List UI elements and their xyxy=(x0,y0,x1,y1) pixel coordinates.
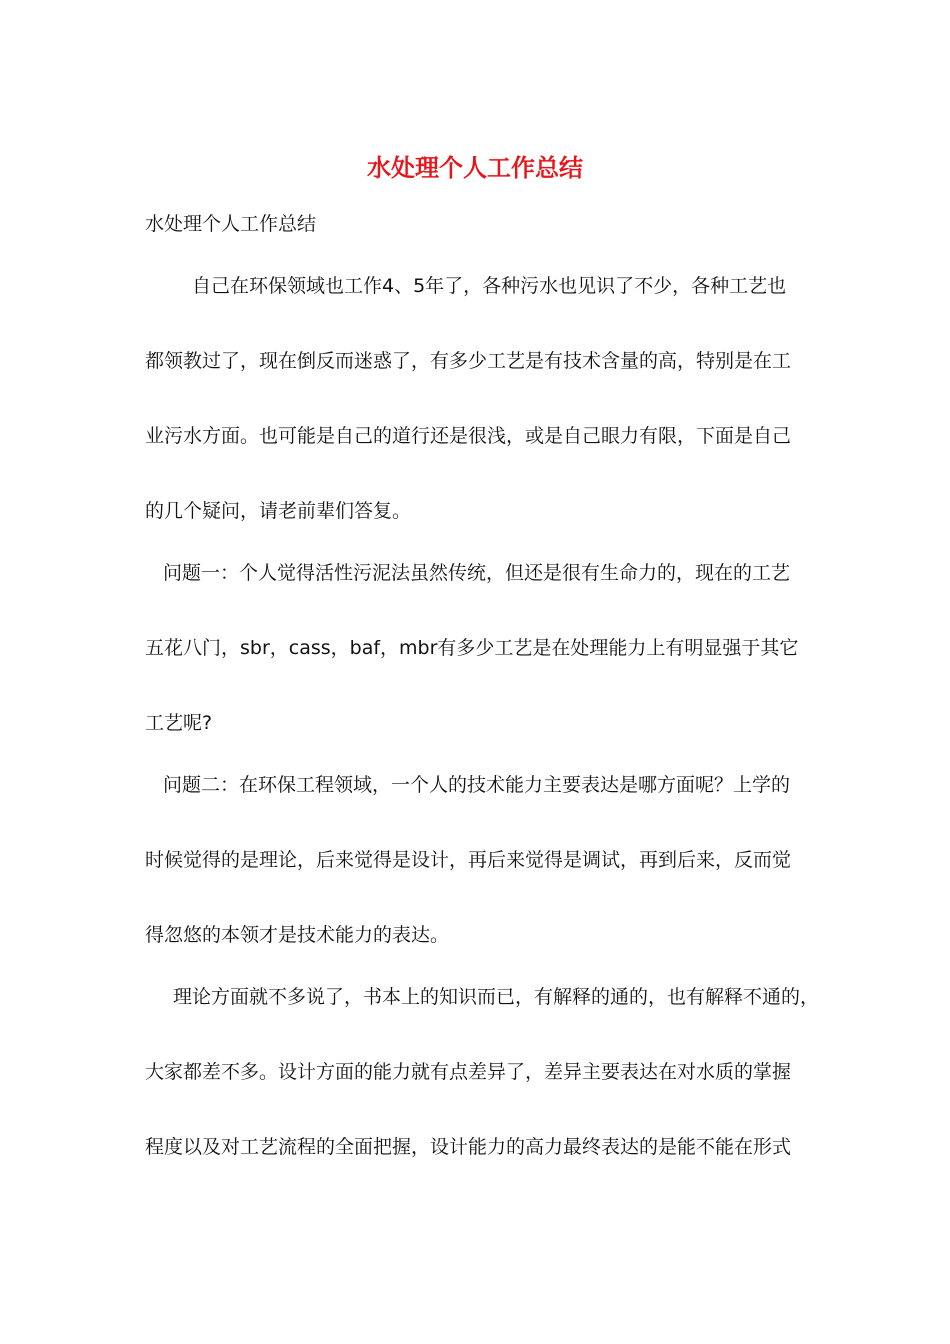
body-line: 业污水方面。也可能是自己的道行还是很浅，或是自己眼力有限，下面是自己 xyxy=(145,425,792,447)
document-title: 水处理个人工作总结 xyxy=(367,153,583,182)
body-line: 程度以及对工艺流程的全面把握，设计能力的高力最终表达的是能不能在形式 xyxy=(145,1136,792,1158)
body-line: 时候觉得的是理论，后来觉得是设计，再后来觉得是调试，再到后来，反而觉 xyxy=(145,849,792,871)
body-line: 自己在环保领域也工作4、5年了，各种污水也见识了不少，各种工艺也 xyxy=(192,275,787,297)
body-line: 问题一：个人觉得活性污泥法虽然传统，但还是很有生命力的，现在的工艺 xyxy=(163,562,791,584)
body-line: 五花八门，sbr，cass，baf，mbr有多少工艺是在处理能力上有明显强于其它 xyxy=(145,637,799,659)
body-line: 都领教过了，现在倒反而迷惑了，有多少工艺是有技术含量的高，特别是在工 xyxy=(145,350,792,372)
body-line: 大家都差不多。设计方面的能力就有点差异了，差异主要表达在对水质的掌握 xyxy=(145,1061,792,1083)
body-line: 的几个疑问，请老前辈们答复。 xyxy=(145,500,412,522)
document-subtitle: 水处理个人工作总结 xyxy=(145,213,317,235)
body-line: 理论方面就不多说了，书本上的知识而已，有解释的通的，也有解释不通的， xyxy=(173,986,820,1008)
body-line: 得忽悠的本领才是技术能力的表达。 xyxy=(145,924,450,946)
body-line: 问题二：在环保工程领域，一个人的技术能力主要表达是哪方面呢？上学的 xyxy=(163,774,791,796)
body-line: 工艺呢? xyxy=(145,712,213,734)
